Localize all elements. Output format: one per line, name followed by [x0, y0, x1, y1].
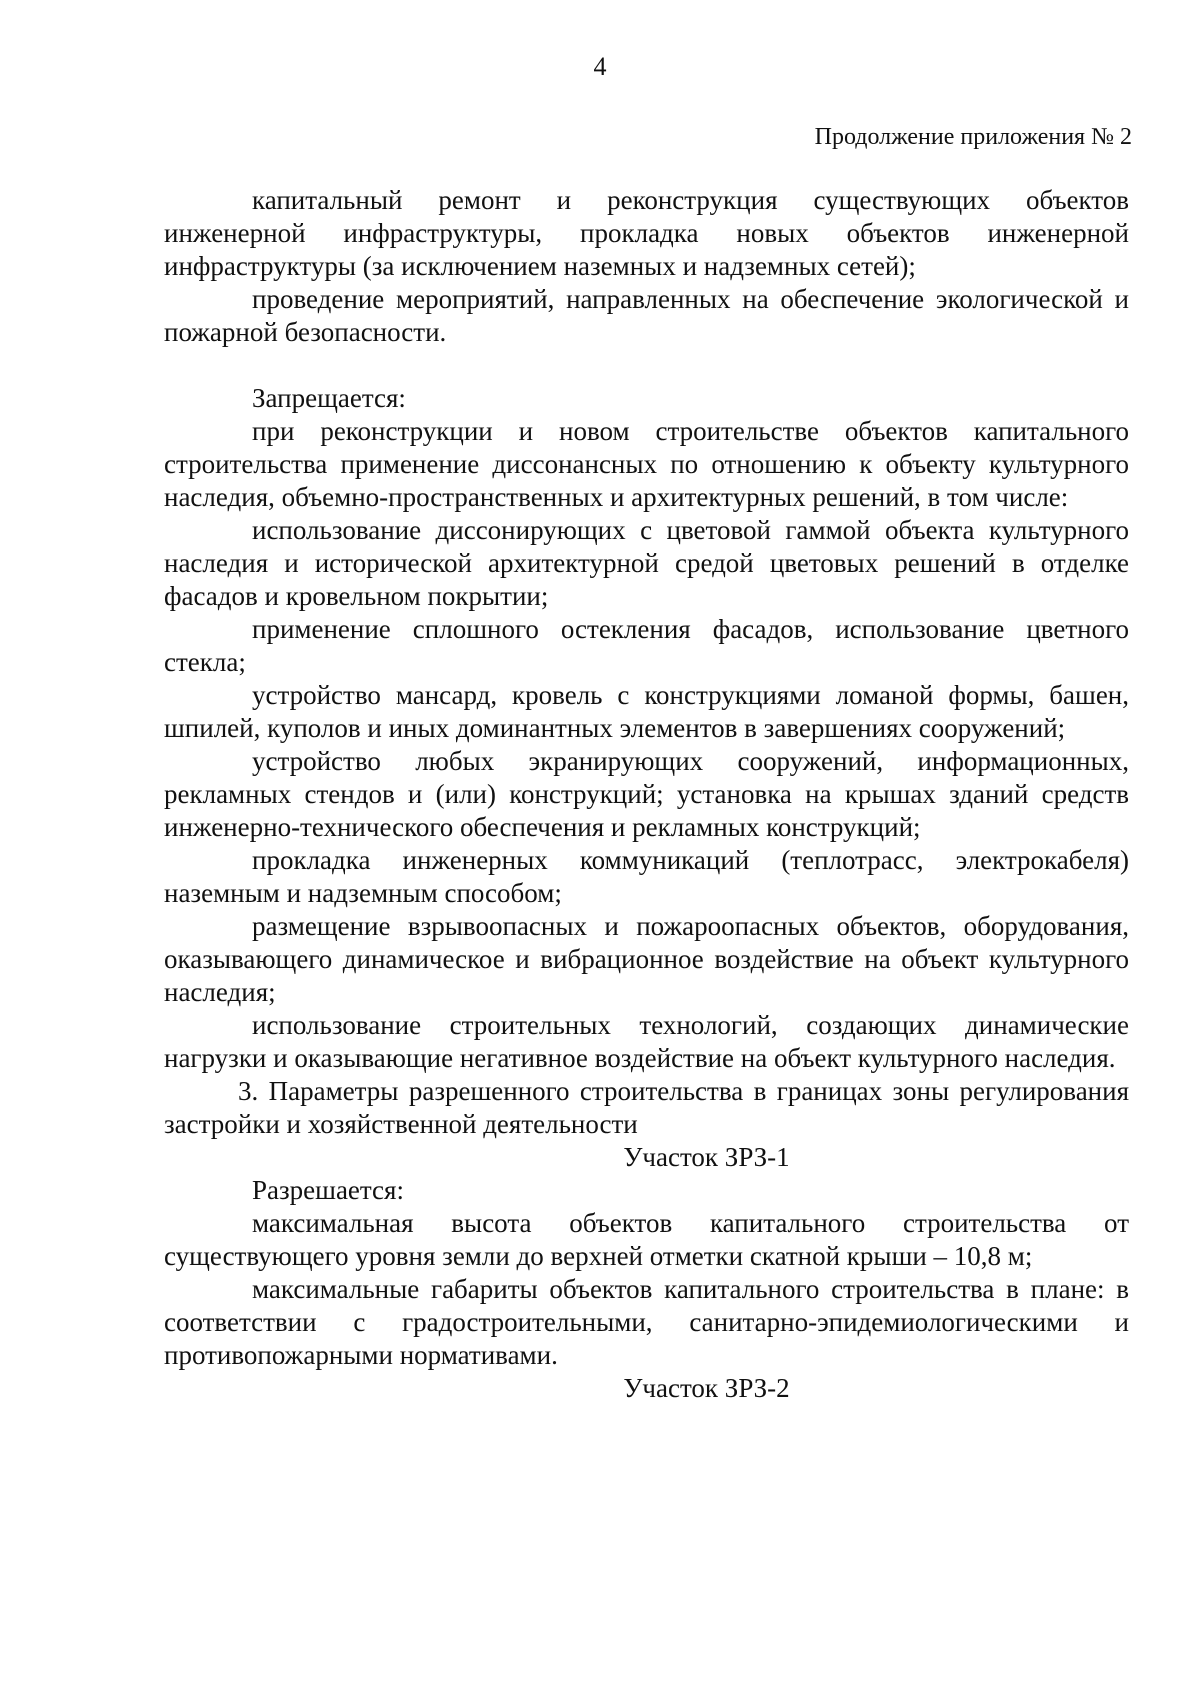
prohibited-item: использование диссонирующих с цветовой гаммой объекта культурного наследия и исторической архитектурной средой цветовых решений в отделке фасадов и кровельном покрытии; [164, 515, 1129, 611]
plot-zrz-1-allowed-heading: Разрешается: [252, 1175, 404, 1205]
appendix-continuation-note: Продолжение приложения № 2 [814, 124, 1132, 150]
plot-zrz-2-title: Участок ЗРЗ-2 [623, 1373, 790, 1403]
allowed-item: капитальный ремонт и реконструкция существующих объектов инженерной инфраструктуры, прокладка новых объектов инженерной инфраструктуры (за исключением наземных и надземных сетей); [164, 185, 1129, 281]
prohibited-item: устройство любых экранирующих сооружений, информационных, рекламных стендов и (или) конструкций; установка на крышах зданий средств инженерно-технического обеспечения и рекламных конструкций; [164, 746, 1129, 842]
page-number: 4 [593, 52, 607, 81]
prohibited-item: размещение взрывоопасных и пожароопасных объектов, оборудования, оказывающего динамическое и вибрационное воздействие на объект культурного наследия; [164, 911, 1129, 1007]
prohibited-item: применение сплошного остекления фасадов, использование цветного стекла; [164, 614, 1129, 677]
prohibited-item: использование строительных технологий, создающих динамические нагрузки и оказывающие негативное воздействие на объект культурного наследия. [164, 1010, 1129, 1073]
allowed-item: проведение мероприятий, направленных на обеспечение экологической и пожарной безопасности. [164, 284, 1129, 347]
prohibited-item: прокладка инженерных коммуникаций (теплотрасс, электрокабеля) наземным и надземным способом; [164, 845, 1129, 908]
prohibited-item: устройство мансард, кровель с конструкциями ломаной формы, башен, шпилей, куполов и иных доминантных элементов в завершениях сооружений; [164, 680, 1129, 743]
plot-zrz-1-item: максимальные габариты объектов капитального строительства в плане: в соответствии с градостроительными, санитарно-эпидемиологическими и противопожарными нормативами. [164, 1274, 1129, 1370]
plot-zrz-1-item: максимальная высота объектов капитального строительства от существующего уровня земли до верхней отметки скатной крыши – 10,8 м; [164, 1208, 1129, 1271]
document-body [164, 184, 1129, 1405]
section-3-title: 3. Параметры разрешенного строительства в границах зоны регулирования застройки и хозяйственной деятельности [164, 1076, 1129, 1139]
prohibited-item: при реконструкции и новом строительстве объектов капитального строительства применение диссонансных по отношению к объекту культурного наследия, объемно-пространственных и архитектурных решений, в том числе: [164, 416, 1129, 512]
plot-zrz-1-title: Участок ЗРЗ-1 [623, 1142, 790, 1172]
prohibited-heading: Запрещается: [252, 383, 406, 413]
